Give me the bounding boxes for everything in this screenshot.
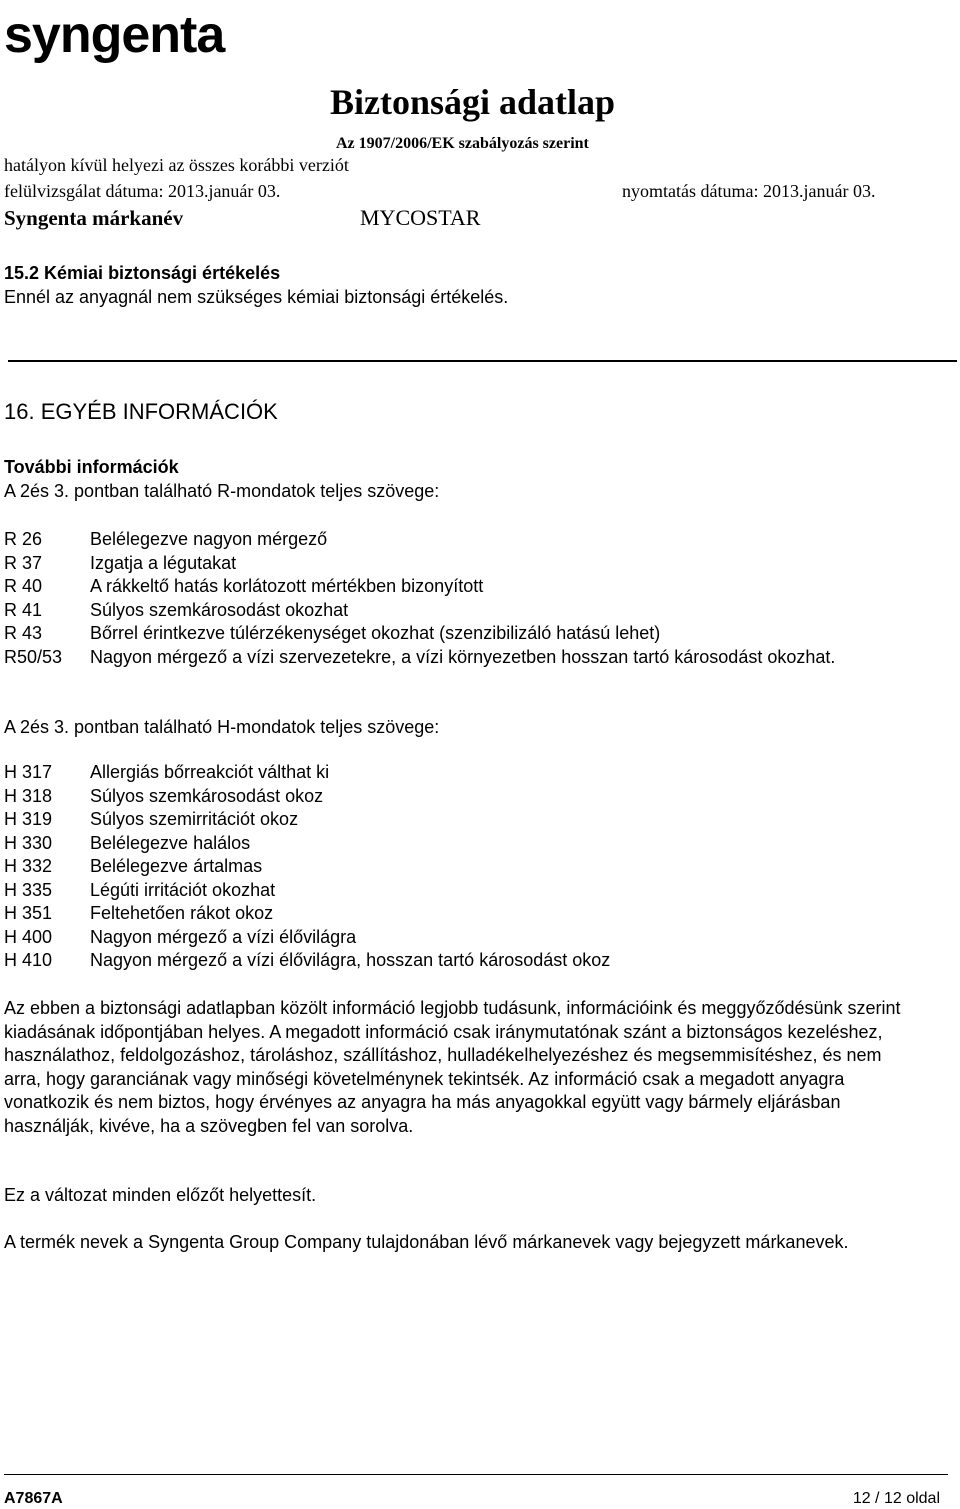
supersede-note: hatályon kívül helyezi az összes korábbi verziót bbox=[4, 155, 349, 175]
list-item bbox=[4, 622, 870, 646]
phrase-text: Bőrrel érintkezve túlérzékenységet okozhat (szenzibilizáló hatású lehet) bbox=[90, 623, 661, 643]
phrase-text: Súlyos szemkárosodást okoz bbox=[90, 785, 324, 806]
phrase-code: R 40 bbox=[4, 576, 43, 596]
brand-label: Syngenta márkanév bbox=[4, 206, 184, 230]
phrase-code: R 26 bbox=[4, 529, 43, 549]
phrase-code: R 37 bbox=[4, 552, 43, 573]
section-15-2-title: 15.2 Kémiai biztonsági értékelés bbox=[4, 263, 281, 283]
phrase-code: H 335 bbox=[4, 879, 53, 900]
brand-value: MYCOSTAR bbox=[360, 205, 481, 230]
revision-date: felülvizsgálat dátuma: 2013.január 03. bbox=[4, 181, 281, 201]
phrase-text: Nagyon mérgező a vízi szervezetekre, a vízi környezetben hosszan tartó károsodást okozhat. bbox=[90, 646, 836, 667]
list-item bbox=[4, 949, 870, 973]
section-15-2-text: Ennél az anyagnál nem szükséges kémiai biztonsági értékelés. bbox=[4, 287, 509, 307]
section-divider bbox=[8, 360, 957, 362]
phrase-code: H 410 bbox=[4, 950, 53, 970]
r-phrases-list bbox=[4, 528, 870, 669]
list-item bbox=[4, 552, 870, 576]
syngenta-logo: syngenta bbox=[4, 6, 225, 64]
phrase-text: A rákkeltő hatás korlátozott mértékben bizonyított bbox=[90, 576, 484, 596]
phrase-code: H 400 bbox=[4, 926, 53, 947]
phrase-code: H 330 bbox=[4, 832, 53, 853]
trademark-note: A termék nevek a Syngenta Group Company tulajdonában lévő márkanevek vagy bejegyzett márkanevek. bbox=[4, 1232, 849, 1252]
list-item bbox=[4, 808, 870, 832]
phrase-code: H 318 bbox=[4, 785, 53, 806]
list-item bbox=[4, 528, 870, 552]
phrase-text: Légúti irritációt okozhat bbox=[90, 879, 276, 900]
phrase-text: Izgatja a légutakat bbox=[90, 552, 237, 573]
phrase-text: Allergiás bőrreakciót válthat ki bbox=[90, 762, 330, 782]
regulation-reference: Az 1907/2006/EK szabályozás szerint bbox=[336, 135, 589, 152]
phrase-code: H 332 bbox=[4, 856, 53, 876]
phrase-text: Belélegezve ártalmas bbox=[90, 856, 263, 876]
phrase-text: Súlyos szemirritációt okoz bbox=[90, 809, 299, 829]
h-phrases-list bbox=[4, 761, 870, 973]
list-item bbox=[4, 832, 870, 856]
phrase-text: Súlyos szemkárosodást okozhat bbox=[90, 599, 349, 620]
phrase-text: Nagyon mérgező a vízi élővilágra, hosszan tartó károsodást okoz bbox=[90, 950, 611, 970]
additional-info-title: További információk bbox=[4, 457, 179, 477]
footer-page-number: 12 / 12 oldal bbox=[852, 1490, 940, 1507]
document-title: Biztonsági adatlap bbox=[330, 82, 616, 122]
list-item bbox=[4, 785, 870, 809]
section-16-title: 16. EGYÉB INFORMÁCIÓK bbox=[4, 399, 278, 424]
footer-divider bbox=[4, 1474, 948, 1475]
phrase-code: H 317 bbox=[4, 762, 53, 782]
print-date: nyomtatás dátuma: 2013.január 03. bbox=[622, 181, 876, 201]
phrase-text: Feltehetően rákot okoz bbox=[90, 903, 274, 923]
list-item bbox=[4, 902, 870, 926]
phrase-code: H 351 bbox=[4, 903, 53, 923]
list-item bbox=[4, 646, 870, 670]
phrase-code: R50/53 bbox=[4, 646, 63, 667]
list-item bbox=[4, 575, 870, 599]
replace-note: Ez a változat minden előzőt helyettesít. bbox=[4, 1185, 317, 1205]
phrase-text: Nagyon mérgező a vízi élővilágra bbox=[90, 926, 357, 947]
list-item bbox=[4, 855, 870, 879]
list-item bbox=[4, 599, 870, 623]
disclaimer-paragraph: Az ebben a biztonsági adatlapban közölt információ legjobb tudásunk, információink és meggyőződésünk szerint kiadásának időpontjában helyes. A megadott információ csak iránymutatónak szánt a biztonságos kezeléshez, használathoz, feldolgozáshoz, tároláshoz, szállításhoz, hulladékelhelyezéshez és megsemmisítéshez, és nem arra, hogy garanciának vagy minőségi követelménynek tekintsék. Az információ csak a megadott anyagra vonatkozik és nem biztos, hogy érvényes az anyagra ha más anyagokkal együtt vagy bármely eljárásban használják, kivéve, ha a szövegben fel van sorolva. bbox=[4, 998, 901, 1136]
phrase-text: Belélegezve halálos bbox=[90, 832, 251, 853]
footer-document-code: A7867A bbox=[4, 1490, 63, 1507]
phrase-code: H 319 bbox=[4, 809, 53, 829]
h-phrases-intro: A 2és 3. pontban található H-mondatok teljes szövege: bbox=[4, 717, 440, 737]
phrase-code: R 41 bbox=[4, 599, 43, 620]
r-phrases-intro: A 2és 3. pontban található R-mondatok teljes szövege: bbox=[4, 481, 440, 501]
list-item bbox=[4, 761, 870, 785]
list-item bbox=[4, 879, 870, 903]
phrase-code: R 43 bbox=[4, 623, 43, 643]
phrase-text: Belélegezve nagyon mérgező bbox=[90, 529, 328, 549]
list-item bbox=[4, 926, 870, 950]
